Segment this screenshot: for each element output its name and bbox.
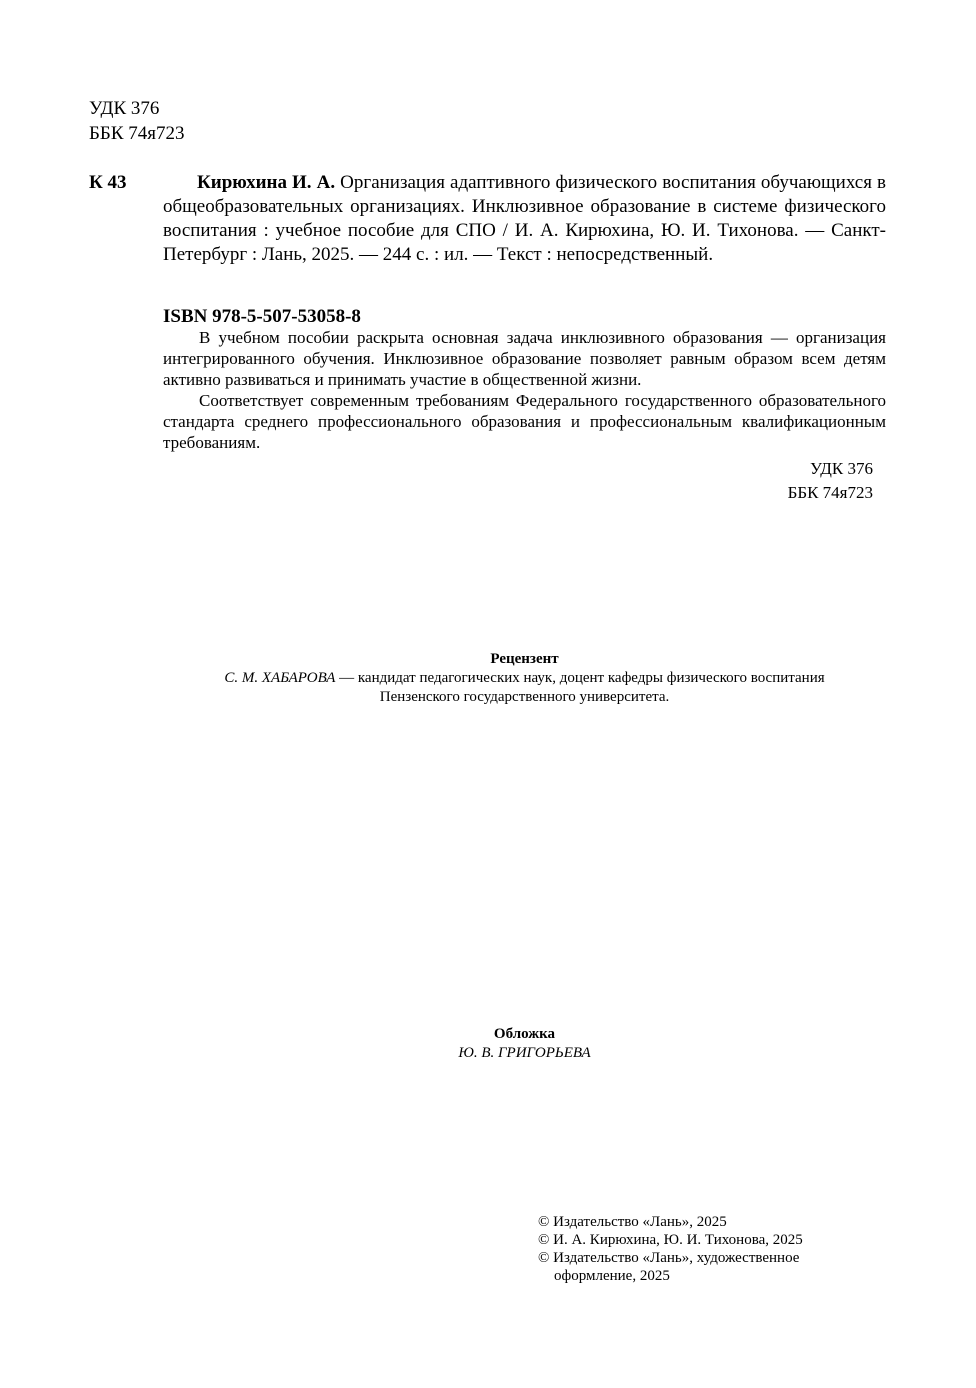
abstract <box>163 327 886 453</box>
right-classification-codes <box>760 457 873 505</box>
top-classification-codes <box>89 96 184 146</box>
isbn: ISBN 978-5-507-53058-8 <box>163 306 361 327</box>
author-mark: К 43 <box>89 172 127 193</box>
reviewer-description: — кандидат педагогических наук, доцент кафедры физического воспитания <box>335 670 825 686</box>
right-bbk-code: ББК 74я723 <box>787 483 873 502</box>
biblio-text: Организация адаптивного физического воспитания обучающихся в общеобразовательных организациях. Инклюзивное образование в системе физического воспитания : учебное пособие для СПО / И. А. Кирюхина, Ю. И. Тихонова. — Санкт-Петербург : Лань, 2025. — 244 с. : ил. — Текст : непосредственный. <box>163 172 886 265</box>
copyright-block <box>538 1213 868 1285</box>
top-udk-code: УДК 376 <box>89 98 160 119</box>
abstract-paragraph-1: В учебном пособии раскрыта основная задача инклюзивного образования — организация интегрированного обучения. Инклюзивное образование позволяет равным образом всем детям активно развиваться и принимать участие в общественной жизни. <box>163 328 886 389</box>
copyright-line-3: © Издательство «Лань», художественное <box>538 1250 800 1266</box>
copyright-line-1: © Издательство «Лань», 2025 <box>538 1214 727 1230</box>
reviewer-name: С. М. ХАБАРОВА <box>224 670 336 686</box>
cover-block <box>163 1025 886 1063</box>
reviewer-block <box>163 650 886 707</box>
top-bbk-code: ББК 74я723 <box>89 123 185 144</box>
copyright-line-4: оформление, 2025 <box>554 1268 670 1284</box>
biblio-author: Кирюхина И. А. <box>197 172 336 193</box>
bibliographic-description <box>163 171 886 267</box>
copyright-line-2: © И. А. Кирюхина, Ю. И. Тихонова, 2025 <box>538 1232 803 1248</box>
cover-label: Обложка <box>493 1026 556 1042</box>
reviewer-line-1 <box>163 669 886 688</box>
abstract-paragraph-2: Соответствует современным требованиям Федерального государственного образовательного стандарта среднего профессионального образования и профессиональным квалификационным требованиям. <box>163 391 886 452</box>
reviewer-line-2: Пензенского государственного университета. <box>379 689 670 705</box>
cover-designer-name: Ю. В. ГРИГОРЬЕВА <box>458 1045 591 1061</box>
reviewer-label: Рецензент <box>490 651 559 667</box>
right-udk-code: УДК 376 <box>809 459 873 478</box>
